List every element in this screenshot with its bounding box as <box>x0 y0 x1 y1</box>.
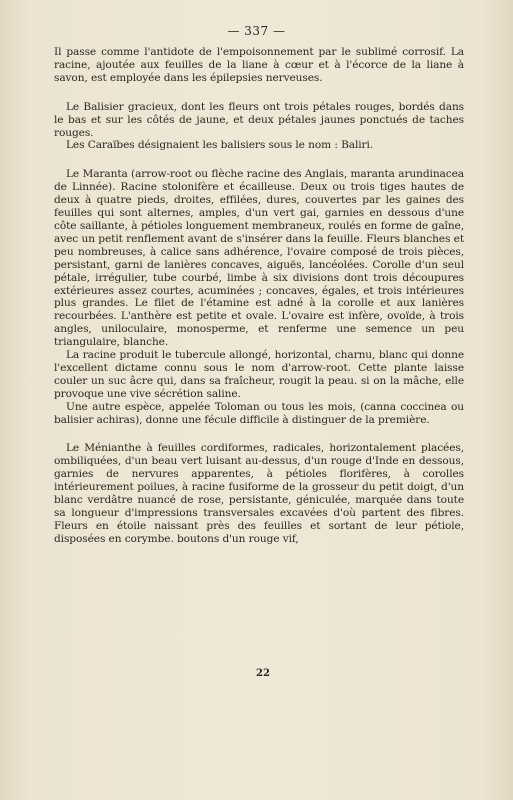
paragraph-toloman: Une autre espèce, appelée Toloman ou tous les mois, (canna coccinea ou balisier achiras), donne une fécule difficile à distinguer de la première. <box>54 400 464 426</box>
paragraph-menianthe: Le Ménianthe à feuilles cordiformes, radicales, horizontalement placées, ombiliquées, d'un beau vert luisant au-dessus, d'un rouge d'Inde en dessous, garnies de nervures apparentes, à pétioles florifères, à corolles intérieurement poilues, à racine fusiforme de la grosseur du petit doigt, d'un blanc verdâtre nuancé de rose, persistante, géniculée, marquée dans toute sa longueur d'impressions transversales excavées d'où partent des fibres. Fleurs en étoile naissant près des feuilles et sortant de leur pétiole, disposées en corymbe. boutons d'un rouge vif, <box>54 442 464 545</box>
section-gap <box>54 85 464 101</box>
printer-signature: 22 <box>256 668 270 679</box>
paragraph-caraibes: Les Caraïbes désignaient les balisiers sous le nom : Baliri. <box>66 139 374 152</box>
paragraph-racine: La racine produit le tubercule allongé, horizontal, charnu, blanc qui donne l'excellent dictame connu sous le nom d'arrow-root. Cette plante laisse couler un suc âcre qui, dans sa fraîcheur, rougit la peau. si on la mâche, elle provoque une vive sécrétion saline. <box>54 349 464 400</box>
page-number: — 337 — <box>227 24 286 38</box>
page-body <box>54 46 464 546</box>
paragraph-antidote: Il passe comme l'antidote de l'empoisonnement par le sublimé corrosif. La racine, ajoutée aux feuilles de la liane à cœur et à l'écorce de la liane à savon, est employée dans les épilepsies nerveuses. <box>54 46 464 84</box>
section-gap <box>54 426 464 442</box>
paragraph-maranta: Le Maranta (arrow-root ou flèche racine des Anglais, maranta arundinacea de Linnée). Racine stolonifère et écailleuse. Deux ou trois tiges hautes de deux à quatre pieds, droites, effilées, dures, couvertes par les gaines des feuilles qui sont alternes, amples, d'un vert gai, garnies en dessous d'une côte saillante, à pétioles longuement membraneux, roulés en forme de gaîne, avec un petit renflement avant de s'insérer dans la feuille. Fleurs blanches et peu nombreuses, à calice sans adhérence, l'ovaire composé de trois pièces, persistant, garni de lanières concaves, aiguës, lancéolées. Corolle d'un seul pétale, irrégulier, tube courbé, limbe à six divisions dont trois découpures extérieures assez courtes, acuminées ; concaves, égales, et trois intérieures plus grandes. Le filet de l'étamine est adné à la corolle et aux lanières recourbées. L'anthère est petite et ovale. L'ovaire est infère, ovoïde, à trois angles, uniloculaire, monosperme, et renferme une semence un peu triangulaire, blanche. <box>54 168 464 349</box>
section-gap <box>54 152 464 168</box>
paragraph-balisier-gracieux: Le Balisier gracieux, dont les fleurs ont trois pétales rouges, bordés dans le bas et sur les côtés de jaune, et deux pétales jaunes ponctués de taches rouges. <box>54 100 464 139</box>
